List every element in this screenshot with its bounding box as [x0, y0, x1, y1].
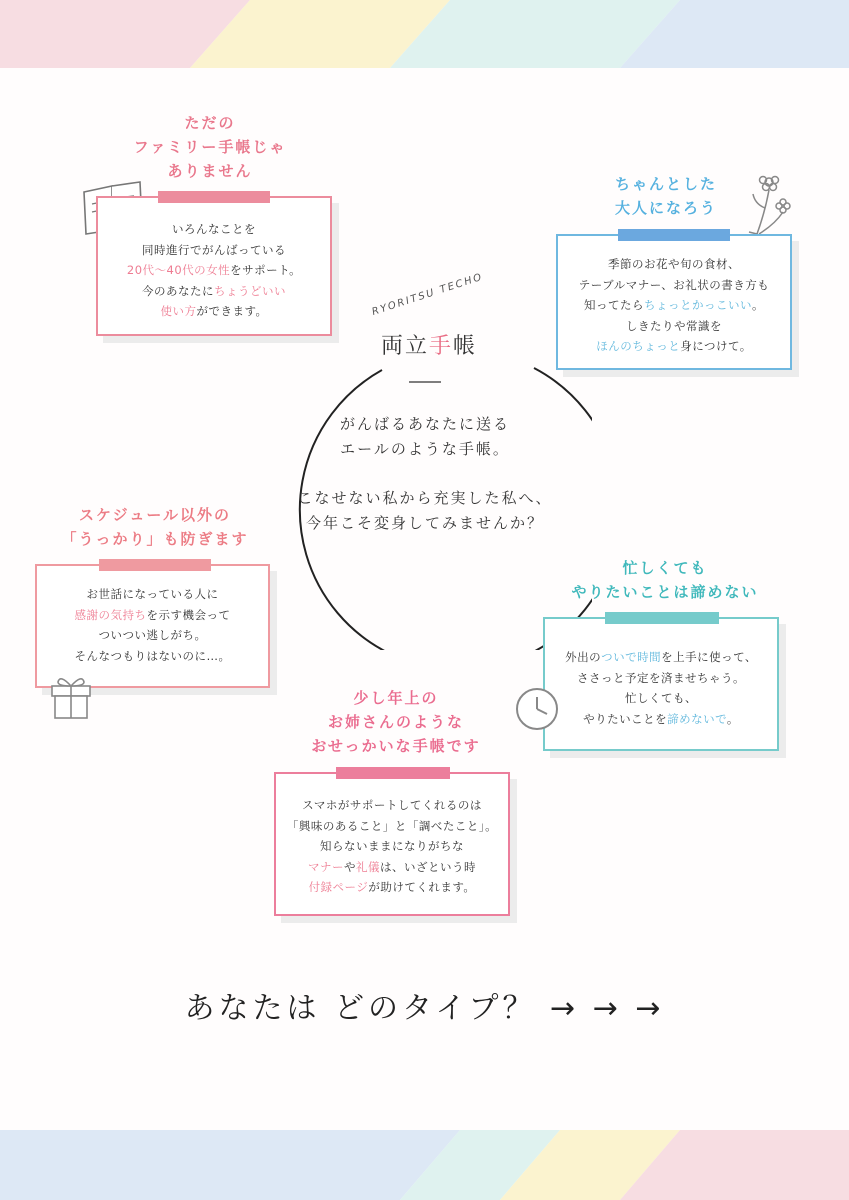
body-text: スマホがサポートしてくれるのは	[302, 798, 482, 812]
title-line: 少し年上の	[353, 689, 439, 707]
body-text: 。	[726, 711, 739, 726]
body-text: しきたりや常識を	[626, 318, 722, 333]
highlight-text: 使い方	[160, 304, 197, 318]
logo-subtitle: RYORITSU TECHO	[370, 271, 485, 318]
title-line: ありません	[167, 162, 253, 180]
body-line	[276, 857, 508, 878]
title-line: お姉さんのような	[327, 713, 464, 731]
highlight-text: 礼儀	[356, 859, 380, 874]
body-line	[558, 316, 790, 337]
card-5-body	[276, 795, 508, 898]
card-4-tab	[605, 612, 719, 624]
highlight-text: 20代～40代の女性	[126, 263, 231, 277]
title-line: ファミリー手帳じゃ	[133, 138, 287, 156]
body-line	[558, 295, 790, 316]
card-3-body	[37, 584, 268, 666]
body-line	[98, 240, 330, 261]
body-text: を上手に使って、	[661, 650, 757, 664]
highlight-text: 諦めないで	[667, 711, 727, 726]
body-line	[545, 709, 777, 730]
body-text: 知ってたら	[584, 298, 644, 312]
body-text: テーブルマナー、お礼状の書き方も	[578, 277, 770, 292]
body-text: 。	[752, 298, 764, 312]
body-line	[276, 836, 508, 857]
card-5-tab	[336, 767, 450, 779]
clock-icon	[512, 684, 562, 734]
card-3-tab	[99, 559, 211, 571]
card-4-title	[565, 556, 765, 604]
center-line: 今年こそ変身してみませんか？	[305, 514, 544, 532]
card-2-tab	[618, 229, 730, 241]
title-line: スケジュール以外の	[78, 506, 232, 524]
body-line	[98, 260, 330, 281]
highlight-text: 感謝の気持ち	[74, 607, 147, 622]
body-line	[558, 254, 790, 275]
body-text: やりたいことを	[583, 711, 668, 726]
body-text: 今のあなたに	[142, 283, 214, 298]
body-text: 忙しくても、	[625, 691, 697, 705]
bottom-color-band	[0, 1130, 849, 1200]
body-text: をサポート。	[230, 263, 302, 277]
card-4-body	[545, 647, 777, 729]
body-text: ができます。	[196, 304, 268, 318]
body-text: お世話になっている人に	[86, 587, 219, 601]
body-line	[37, 646, 268, 667]
title-line: 忙しくても	[622, 559, 708, 577]
type-question: あなたは どのタイプ？ → → →	[184, 991, 665, 1026]
body-line	[37, 584, 268, 605]
body-text: ついつい逃しがち。	[98, 628, 207, 642]
center-paragraph	[280, 412, 570, 462]
top-color-band	[0, 0, 849, 68]
card-2-body	[558, 254, 790, 357]
title-line: ちゃんとした	[614, 175, 717, 193]
card-2-title	[586, 172, 746, 220]
highlight-text: ちょうどいい	[214, 283, 286, 298]
body-text: 季節のお花や旬の食材、	[608, 257, 740, 271]
highlight-text: ついで時間	[601, 650, 662, 664]
body-text: いろんなことを	[172, 222, 256, 236]
body-text: は、いざという時	[380, 859, 476, 874]
center-message	[280, 412, 570, 560]
card-1-title	[120, 111, 300, 183]
band-blue	[0, 1130, 460, 1200]
body-text: 知らないままになりがちな	[320, 839, 464, 853]
body-line	[276, 816, 508, 837]
center-paragraph	[280, 486, 570, 536]
body-line	[545, 647, 777, 668]
body-text: 身につけて。	[680, 339, 752, 353]
body-line	[37, 605, 268, 626]
body-line	[98, 219, 330, 240]
body-text: そんなつもりはないのに…。	[74, 648, 231, 663]
center-line: エールのような手帳。	[340, 440, 510, 458]
body-text: を示す機会って	[146, 607, 231, 622]
card-4	[543, 617, 779, 751]
title-line: ただの	[184, 114, 236, 132]
card-3-title	[40, 503, 270, 551]
body-text: が助けてくれます。	[368, 880, 476, 894]
body-line	[558, 275, 790, 296]
center-line: こなせない私から充実した私へ、	[297, 489, 553, 507]
body-text: 「興味のあること」と「調べたこと」。	[286, 818, 498, 833]
highlight-text: ほんのちょっと	[596, 339, 681, 353]
body-line	[37, 625, 268, 646]
title-line: 「うっかり」も防ぎます	[61, 530, 249, 548]
card-5-title	[296, 686, 496, 758]
body-line	[545, 668, 777, 689]
body-line	[545, 688, 777, 709]
gift-icon	[48, 670, 94, 720]
body-line	[276, 795, 508, 816]
title-line: 大人になろう	[614, 199, 717, 217]
body-text: 同時進行でがんばっている	[142, 242, 286, 257]
body-text: や	[344, 859, 356, 874]
body-text: ささっと予定を済ませちゃう。	[577, 670, 745, 685]
title-line: やりたいことは諦めない	[571, 583, 759, 601]
card-1-tab	[158, 191, 270, 203]
title-line: おせっかいな手帳です	[311, 737, 481, 755]
highlight-text: 付録ページ	[308, 880, 369, 894]
body-text: 外出の	[565, 650, 602, 664]
highlight-text: マナー	[308, 859, 344, 874]
highlight-text: ちょっとかっこいい	[644, 298, 752, 312]
card-5	[274, 772, 510, 916]
center-line: がんばるあなたに送る	[339, 415, 510, 433]
body-line	[558, 336, 790, 357]
body-line	[276, 877, 508, 898]
logo-title: 両立手帳	[381, 334, 478, 359]
